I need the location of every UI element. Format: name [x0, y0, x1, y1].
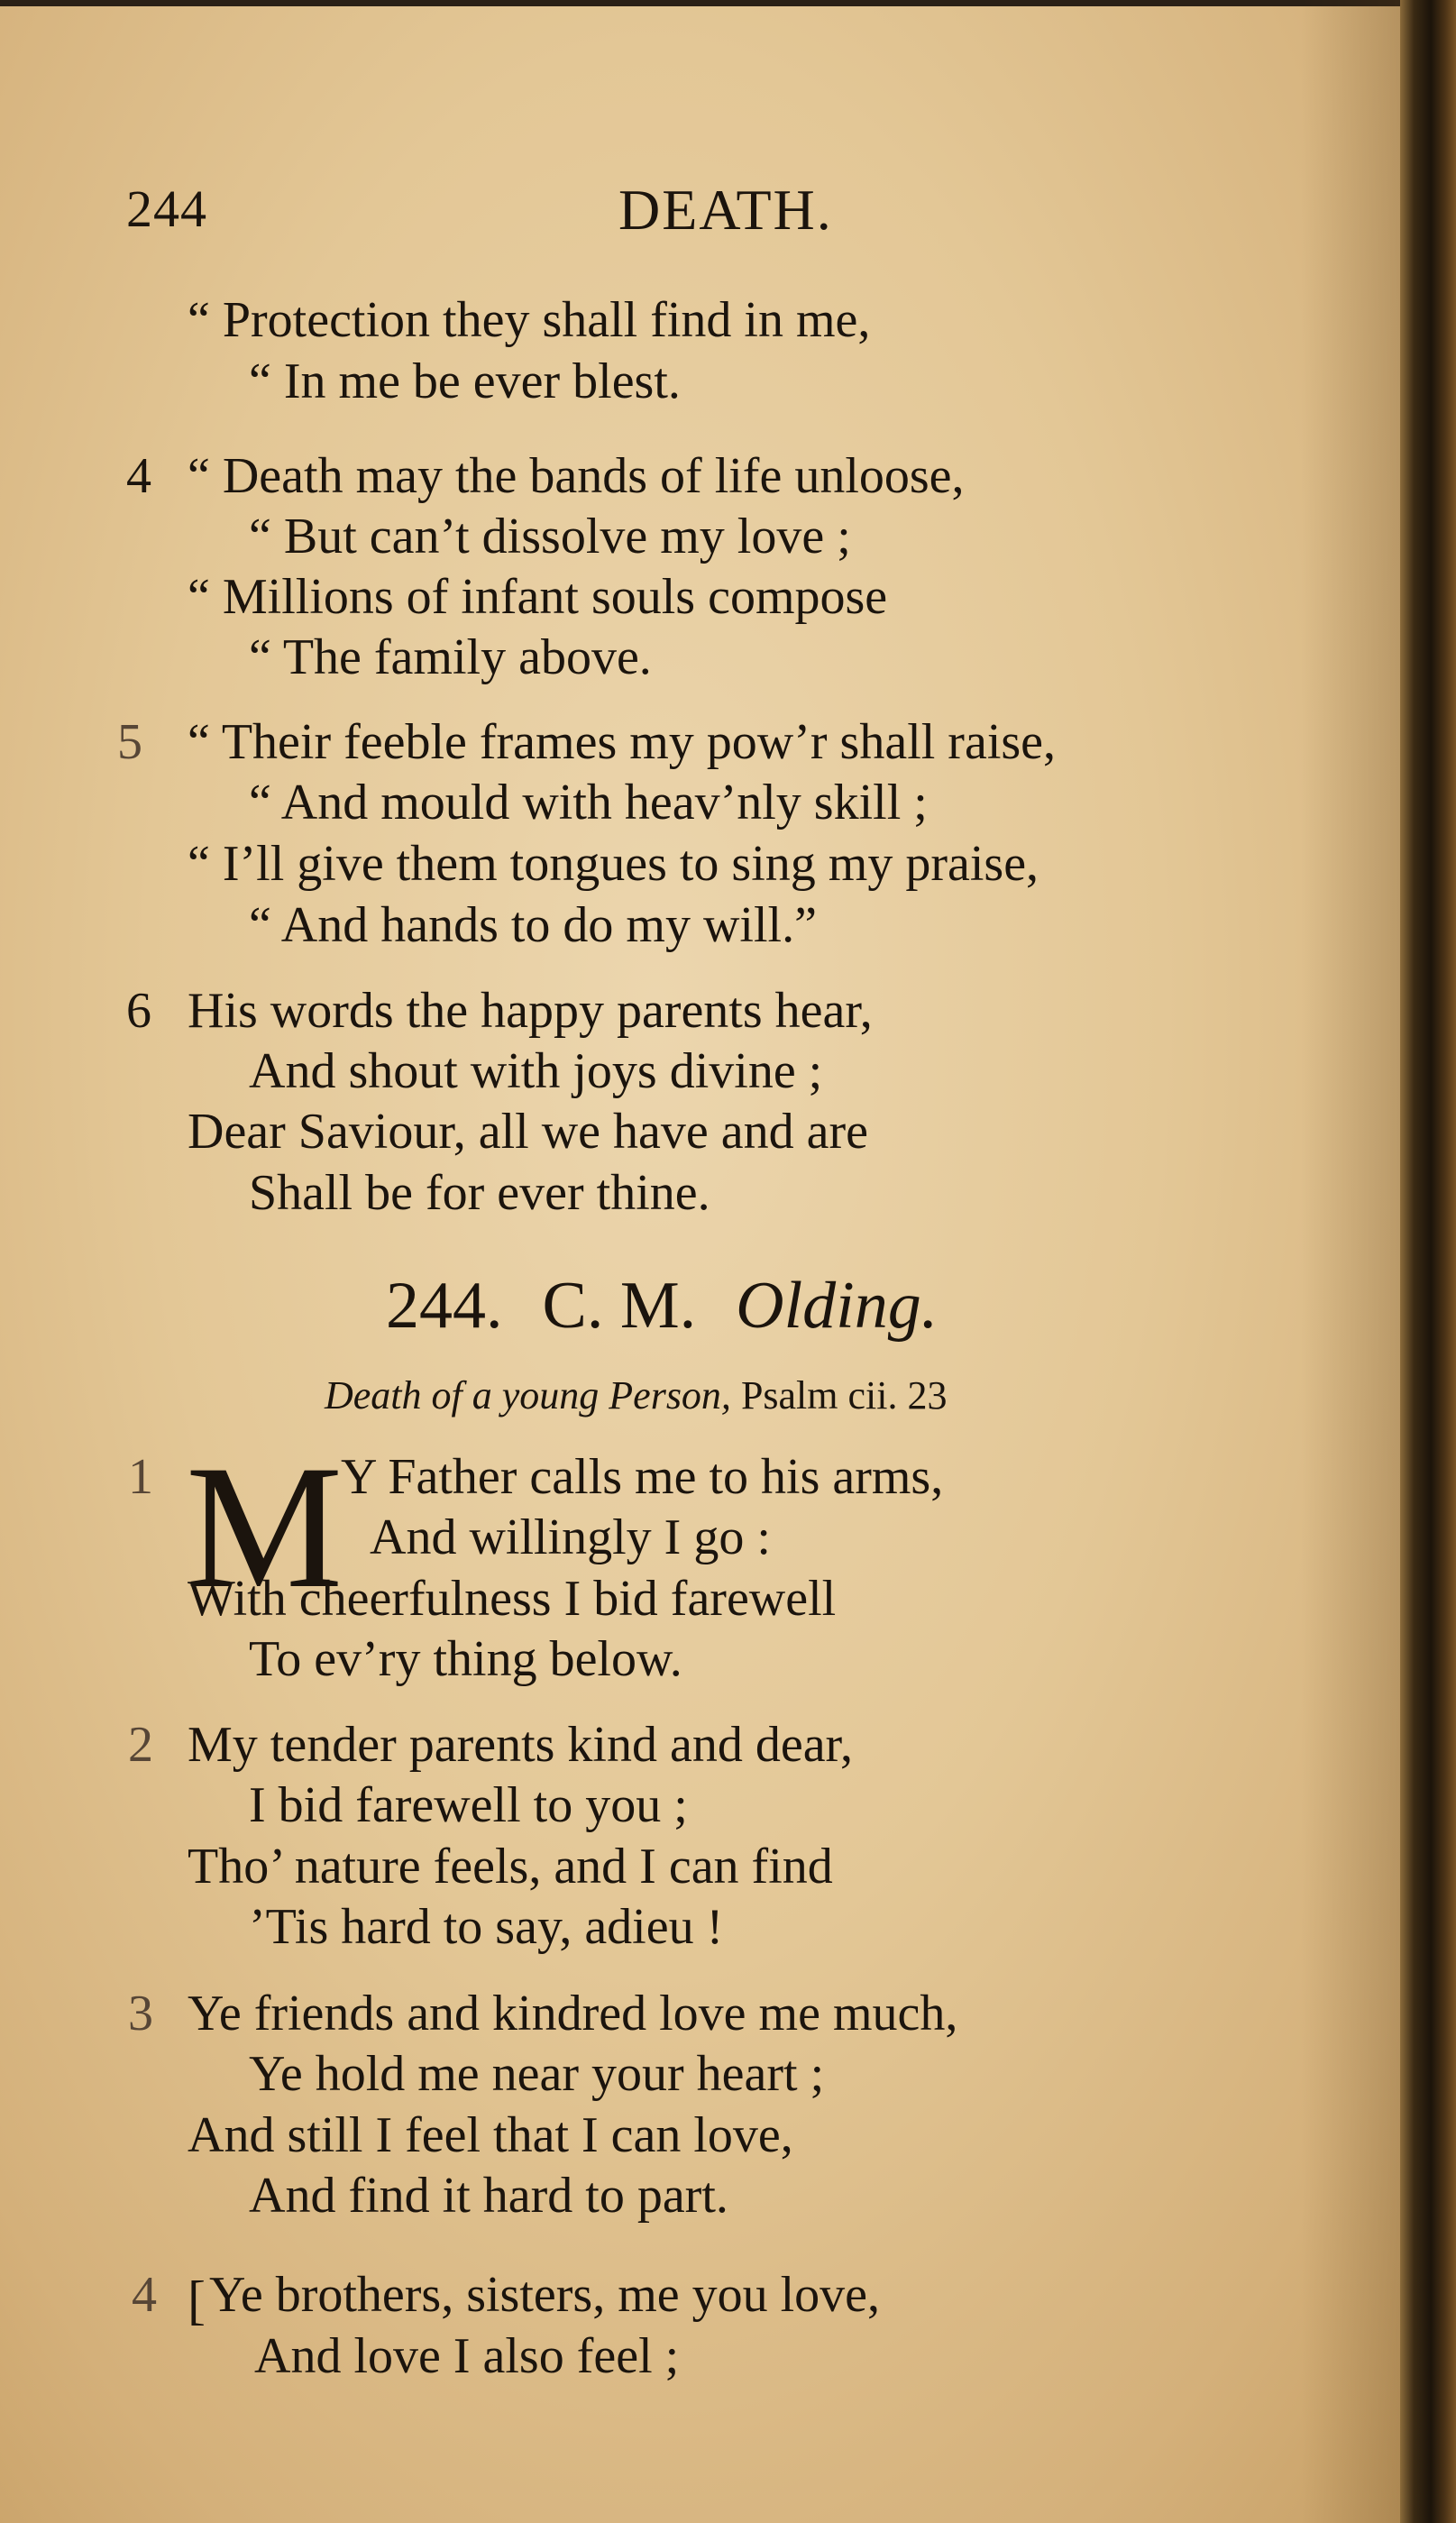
verse-line: ’Tis hard to say, adieu ! — [249, 1899, 724, 1955]
hymn-tune: Olding. — [736, 1269, 939, 1343]
verse-line: Ye friends and kindred love me much, — [188, 1986, 958, 2041]
verse-line: And find it hard to part. — [249, 2168, 728, 2224]
verse-line: Dear Saviour, all we have and are — [188, 1104, 868, 1160]
verse-bracket: [ — [188, 2271, 206, 2330]
verse-line: And willingly I go : — [370, 1509, 771, 1565]
gutter-shadow — [1301, 0, 1400, 2523]
verse-number: 5 — [117, 714, 142, 770]
verse-line: Ye hold me near your heart ; — [249, 2046, 825, 2102]
verse-line: “ Death may the bands of life unloose, — [188, 448, 965, 504]
verse-line: “ Their feeble frames my pow’r shall raise, — [188, 714, 1057, 770]
verse-number: 2 — [128, 1717, 153, 1773]
verse-number: 3 — [128, 1986, 153, 2041]
verse-line: I bid farewell to you ; — [249, 1777, 688, 1833]
verse-number: 4 — [132, 2267, 157, 2323]
hymn-meter: C. M. — [542, 1269, 697, 1343]
verse-line: “ Millions of infant souls compose — [188, 569, 888, 625]
hymn-subheading — [325, 1372, 948, 1418]
verse-line: My tender parents kind and dear, — [188, 1717, 853, 1773]
verse-line: “ But can’t dissolve my love ; — [249, 509, 851, 564]
drop-cap-letter: M — [186, 1429, 343, 1625]
verse-line: “ The family above. — [249, 629, 652, 685]
verse-line: With cheerfulness I bid farewell — [188, 1571, 837, 1627]
verse-line: And still I feel that I can love, — [188, 2107, 793, 2163]
verse-line: And shout with joys divine ; — [249, 1043, 823, 1099]
verse-line: To ev’ry thing below. — [249, 1631, 682, 1687]
verse-line: “ And hands to do my will.” — [249, 897, 817, 953]
verse-number: 1 — [128, 1449, 153, 1505]
verse-line: “ In me be ever blest. — [249, 353, 681, 409]
verse-line: Y Father calls me to his arms, — [341, 1449, 944, 1505]
verse-line: Shall be for ever thine. — [249, 1165, 710, 1221]
page-top-edge — [0, 0, 1406, 6]
verse-number: 6 — [126, 983, 151, 1039]
verse-line: And love I also feel ; — [254, 2328, 680, 2384]
running-head: DEATH. — [618, 178, 833, 242]
hymn-heading — [386, 1268, 938, 1344]
verse-line: “ Protection they shall find in me, — [188, 292, 871, 348]
verse-line: His words the happy parents hear, — [188, 983, 873, 1039]
scripture-reference: Psalm cii. 23 — [740, 1373, 948, 1417]
verse-line: Ye brothers, sisters, me you love, — [209, 2267, 881, 2323]
verse-number: 4 — [126, 448, 151, 504]
hymn-number: 244. — [386, 1269, 503, 1343]
verse-line: “ I’ll give them tongues to sing my praise, — [188, 836, 1039, 892]
page-number: 244 — [126, 179, 207, 238]
hymn-subject: Death of a young Person, — [325, 1373, 731, 1417]
verse-line: Tho’ nature feels, and I can find — [188, 1839, 833, 1895]
verse-line: “ And mould with heav’nly skill ; — [249, 775, 928, 830]
book-spine — [1400, 0, 1456, 2523]
